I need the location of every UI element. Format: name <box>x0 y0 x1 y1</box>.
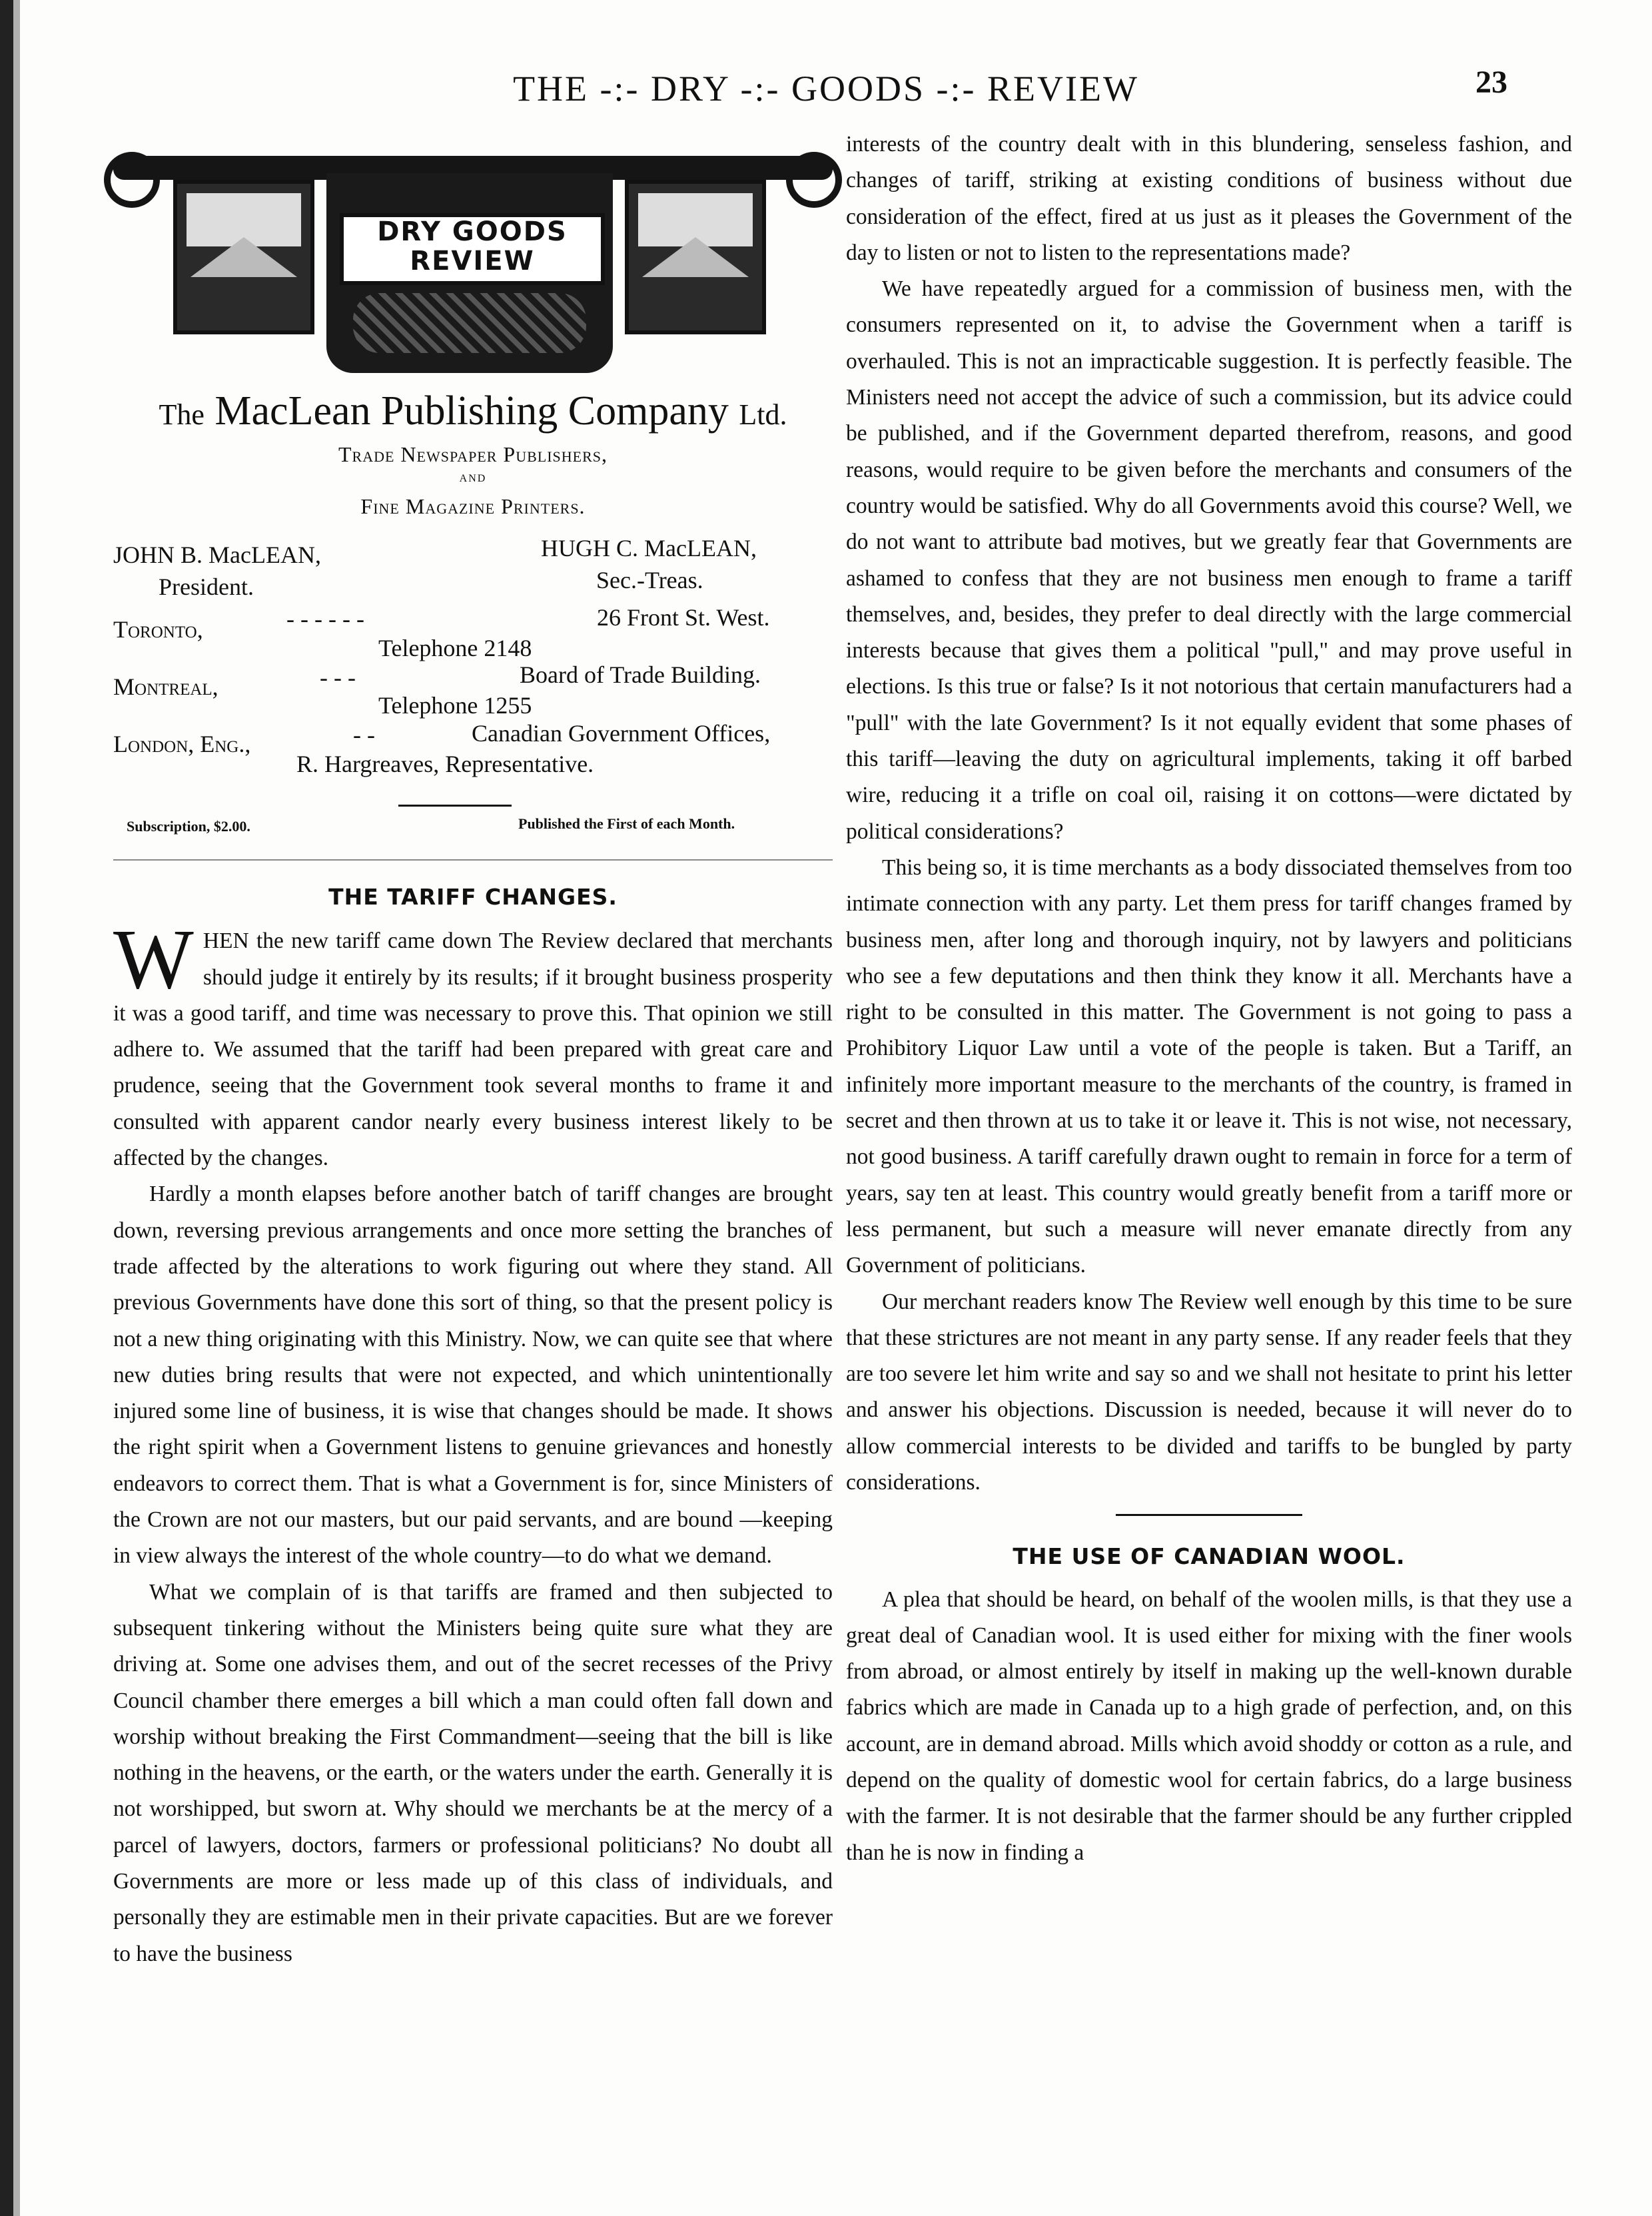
article-title-wool: THE USE OF CANADIAN WOOL. <box>1013 1543 1406 1570</box>
office-telephone: Telephone 2148 <box>378 635 532 661</box>
article-tariff-column-right <box>846 127 1572 1871</box>
office-dashes: - - <box>353 721 375 748</box>
article-paragraph-continued: interests of the country dealt with in this blundering, senseless fashion, and changes of tariff, striking at existing conditions of business without due consideration of the effect, fired at us just as it pleases the Government of the day to listen or not to listen to the representations made? <box>846 132 1572 265</box>
article-paragraph: What we complain of is that tariffs are framed and then subjected to subsequent tinkering without the Ministers being quite sure what they are driving at. Some one advises them, and out of the secret recesses of the Privy Council chamber there emerges a bill which a man could often fall down and worship without breaking the First Commandment—seeing that the bill is like nothing in the heavens, or the earth, or the waters under the earth. Generally it is not worshipped, but sworn at. Why should we merchants be at the mercy of a parcel of lawyers, doctors, farmers or professional politicians? No doubt all Governments are more or less made up of this class of individuals, and personally they are estimable men in their private capacities. But are we forever to have the business <box>113 1579 833 1966</box>
publisher-ltd: Ltd. <box>739 398 787 431</box>
officer-right-title: Sec.-Treas. <box>596 567 703 593</box>
article-separator-rule <box>1116 1514 1302 1516</box>
landscape-panel-left <box>173 180 314 334</box>
article-paragraph: Our merchant readers know The Review well enough by this time to be sure that these strictures are not meant in any party sense. If any reader feels that they are too severe let him write and say so and we shall not hesitate to print his letter and answer his objections. Discussion is needed, because it will never do to allow commercial interests to be divided and tariffs to be bungled by party considerations. <box>846 1289 1572 1495</box>
article-paragraph: This being so, it is time merchants as a body dissociated themselves from too intimate connection with any party. Let them press for tariff changes framed by business men, after long and thorough inquiry, not by lawyers and politicians who see a few deputations and then think they know it all. Merchants have a right to be consulted in this matter. The Government is not going to pass a Prohibitory Liquor Law until a vote of the people is taken. But a Tariff, an infinitely more important measure to the merchants of the country, is framed in secret and then thrown at us to take it or leave it. This is not wise, not necessary, not good business. A tariff carefully drawn ought to remain in force for a term of years, say ten at least. This country would greatly benefit from a tariff more or less permanent, but such a measure will never emanate directly from any Government of politicians. <box>846 855 1572 1278</box>
masthead-label-line2: REVIEW <box>410 246 535 276</box>
office-address: Canadian Government Offices, <box>472 720 771 747</box>
publisher-company: MacLean Publishing Company <box>214 388 729 434</box>
officer-left-title: President. <box>159 573 254 600</box>
office-telephone: Telephone 1255 <box>378 692 532 719</box>
publisher-line1: Trade Newspaper Publishers, <box>338 442 608 466</box>
article-title-tariff: THE TARIFF CHANGES. <box>328 884 618 910</box>
masthead-center-plate <box>326 173 613 373</box>
office-address: 26 Front St. West. <box>597 604 770 631</box>
office-address: Board of Trade Building. <box>520 661 761 688</box>
office-city: Toronto, <box>113 616 203 643</box>
divider-rule <box>113 859 833 861</box>
masthead-label-line1: DRY GOODS <box>377 216 568 247</box>
scroll-ornament-left <box>104 152 160 208</box>
office-city: London, Eng., <box>113 731 251 757</box>
running-title: THE -:- DRY -:- GOODS -:- REVIEW <box>513 69 1139 109</box>
publisher-the: The <box>159 398 205 431</box>
article-paragraph <box>113 912 833 1176</box>
article-tariff-column-left <box>113 879 833 1972</box>
masthead-logo <box>113 149 833 376</box>
article-paragraph: Hardly a month elapses before another batch of tariff changes are brought down, reversing previous arrangements and once more setting the branches of trade affected by the alterations to work figuring out where they stand. All previous Governments have done this sort of thing, so that the present policy is not a new thing originating with this Ministry. Now, we can quite see that where new duties bring results that were not expected, and which unintentionally injured some line of business, it is wise that changes should be made. It shows the right spirit when a Government listens to genuine grievances and honestly endeavors to correct them. That is what a Government is for, since Ministers of the Crown are not our masters, but our paid servants, and are bound —keeping in view always the interest of the whole country—to do what we demand. <box>113 1182 833 1569</box>
scroll-ornament-right <box>786 152 842 208</box>
landscape-panel-right <box>625 180 766 334</box>
floral-ornament <box>353 293 586 353</box>
office-dashes: - - - <box>320 664 356 691</box>
publisher-name <box>113 388 833 438</box>
masthead-label <box>340 213 605 285</box>
office-dashes: - - - - - - <box>286 605 364 632</box>
publisher-and: AND <box>459 473 487 484</box>
office-city: Montreal, <box>113 673 218 700</box>
page-binding-edge <box>0 0 13 2216</box>
publisher-line2: Fine Magazine Printers. <box>360 494 586 518</box>
drop-cap: W <box>113 912 194 1007</box>
article-paragraph: We have repeatedly argued for a commission of business men, with the consumers represented on it, to advise the Government when a tariff is overhauled. This is not an impracticable suggestion. It is perfectly feasible. The Ministers need not accept the advice of such a commission, but its advice could be published, and if the Government departed therefrom, reasons, and good reasons, would require to be given before the merchants and consumers of the country would be satisfied. Why do all Governments avoid this course? Well, we do not want to attribute bad motives, but we greatly fear that Governments are ashamed to confess that they are not business men enough to frame a tariff themselves, and, besides, they prefer to deal directly with the large commercial interests because that gives them a political "pull," and may prove useful in elections. Is this true or false? Is it not notorious that certain manufacturers had a "pull" with the late Government? Is it not equally evident that some phases of this tariff—leaving the duty on agricultural implements, taking it off barbed wire, reducing it a trifle on coal oil, raising it on cottons—were dictated by political considerations? <box>846 276 1572 844</box>
paragraph-text: HEN the new tariff came down The Review declared that merchants should judge it entirely by its results; if it brought business prosperity it was a good tariff, and time was necessary to prove this. That opinion we still adhere to. We assumed that the tariff had been prepared with great care and prudence, seeing that the Government took several months to frame it and consulted with apparent candor nearly every business interest likely to be affected by the changes. <box>113 928 833 1171</box>
publication-schedule: Published the First of each Month. <box>518 815 735 832</box>
divider-rule <box>398 805 512 807</box>
page-number: 23 <box>1475 65 1507 100</box>
officer-right-name: HUGH C. MacLEAN, <box>541 535 757 561</box>
officer-left-name: JOHN B. MacLEAN, <box>113 542 321 568</box>
subscription-price: Subscription, $2.00. <box>127 818 250 835</box>
page-binding-shadow <box>13 0 20 2216</box>
article-paragraph: A plea that should be heard, on behalf of the woolen mills, is that they use a great deal of Canadian wool. It is used either for mixing with the finer wools from abroad, or almost entirely by itself in making up the well-known durable fabrics which are made in Canada up to a high grade of perfection, and, on this account, are in demand abroad. Mills which avoid shoddy or cotton as a rule, and depend on the quality of domestic wool for certain fabrics, do a large business with the farmer. It is not desirable that the farmer should be any further crippled than he is now in finding a <box>846 1587 1572 1865</box>
office-representative: R. Hargreaves, Representative. <box>296 751 594 777</box>
